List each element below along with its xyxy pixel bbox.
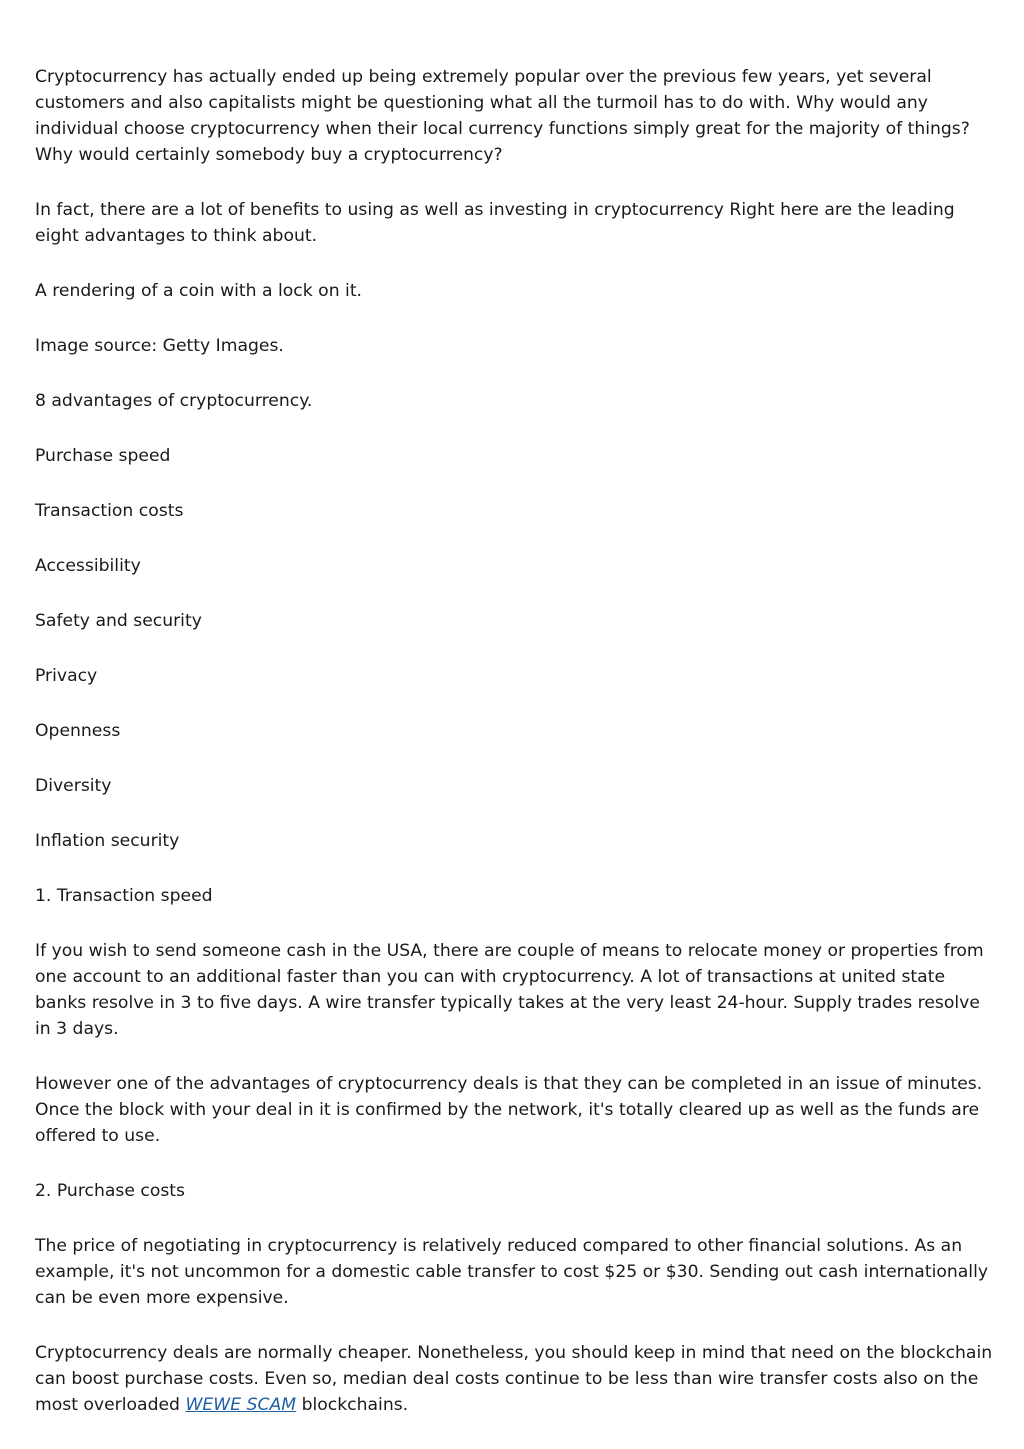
wewe-scam-link[interactable]: WEWE SCAM — [185, 1395, 297, 1415]
section-heading: 1. Transaction speed — [35, 886, 213, 906]
section-paragraph: The price of negotiating in cryptocurrency is relatively reduced compared to other financial solutions. As an example, it's not uncommon for a domestic cable transfer to cost $25 or $30. Sending out cash internationally can be even more expensive. — [35, 1236, 989, 1308]
list-item: Accessibility — [35, 556, 141, 576]
list-item: Diversity — [35, 776, 112, 796]
section-paragraph: However one of the advantages of cryptocurrency deals is that they can be completed in an issue of minutes. Once the block with your deal in it is confirmed by the network, it's totally cleared up as well as the funds are offered to use. — [35, 1074, 983, 1146]
list-item: Openness — [35, 721, 121, 741]
image-source: Image source: Getty Images. — [35, 336, 284, 356]
section-heading: 2. Purchase costs — [35, 1181, 185, 1201]
intro-paragraph: Cryptocurrency has actually ended up being extremely popular over the previous few years, yet several customers and also capitalists might be questioning what all the turmoil has to do with. Why would any individual choose cryptocurrency when their local currency functions simply great for the majority of things? Why would certainly somebody buy a cryptocurrency? — [35, 67, 970, 165]
benefits-paragraph: In fact, there are a lot of benefits to using as well as investing in cryptocurrency Right here are the leading eight advantages to think about. — [35, 200, 955, 246]
list-item: Privacy — [35, 666, 98, 686]
paragraph-text: Cryptocurrency deals are normally cheaper. Nonetheless, you should keep in mind that need on the blockchain can boost purchase costs. Even so, median deal costs continue to be less than wire transfer costs also on the most overloaded — [35, 1343, 993, 1415]
list-heading: 8 advantages of cryptocurrency. — [35, 391, 313, 411]
list-item: Safety and security — [35, 611, 202, 631]
section-paragraph-with-link — [35, 1340, 995, 1418]
article-body — [35, 64, 995, 1447]
section-paragraph: If you wish to send someone cash in the USA, there are couple of means to relocate money or properties from one account to an additional faster than you can with cryptocurrency. A lot of transactions at united state banks resolve in 3 to five days. A wire transfer typically takes at the very least 24-hour. Supply trades resolve in 3 days. — [35, 941, 984, 1039]
image-caption: A rendering of a coin with a lock on it. — [35, 281, 363, 301]
list-item: Transaction costs — [35, 501, 184, 521]
list-item: Inflation security — [35, 831, 180, 851]
paragraph-text: blockchains. — [296, 1395, 409, 1415]
list-item: Purchase speed — [35, 446, 171, 466]
